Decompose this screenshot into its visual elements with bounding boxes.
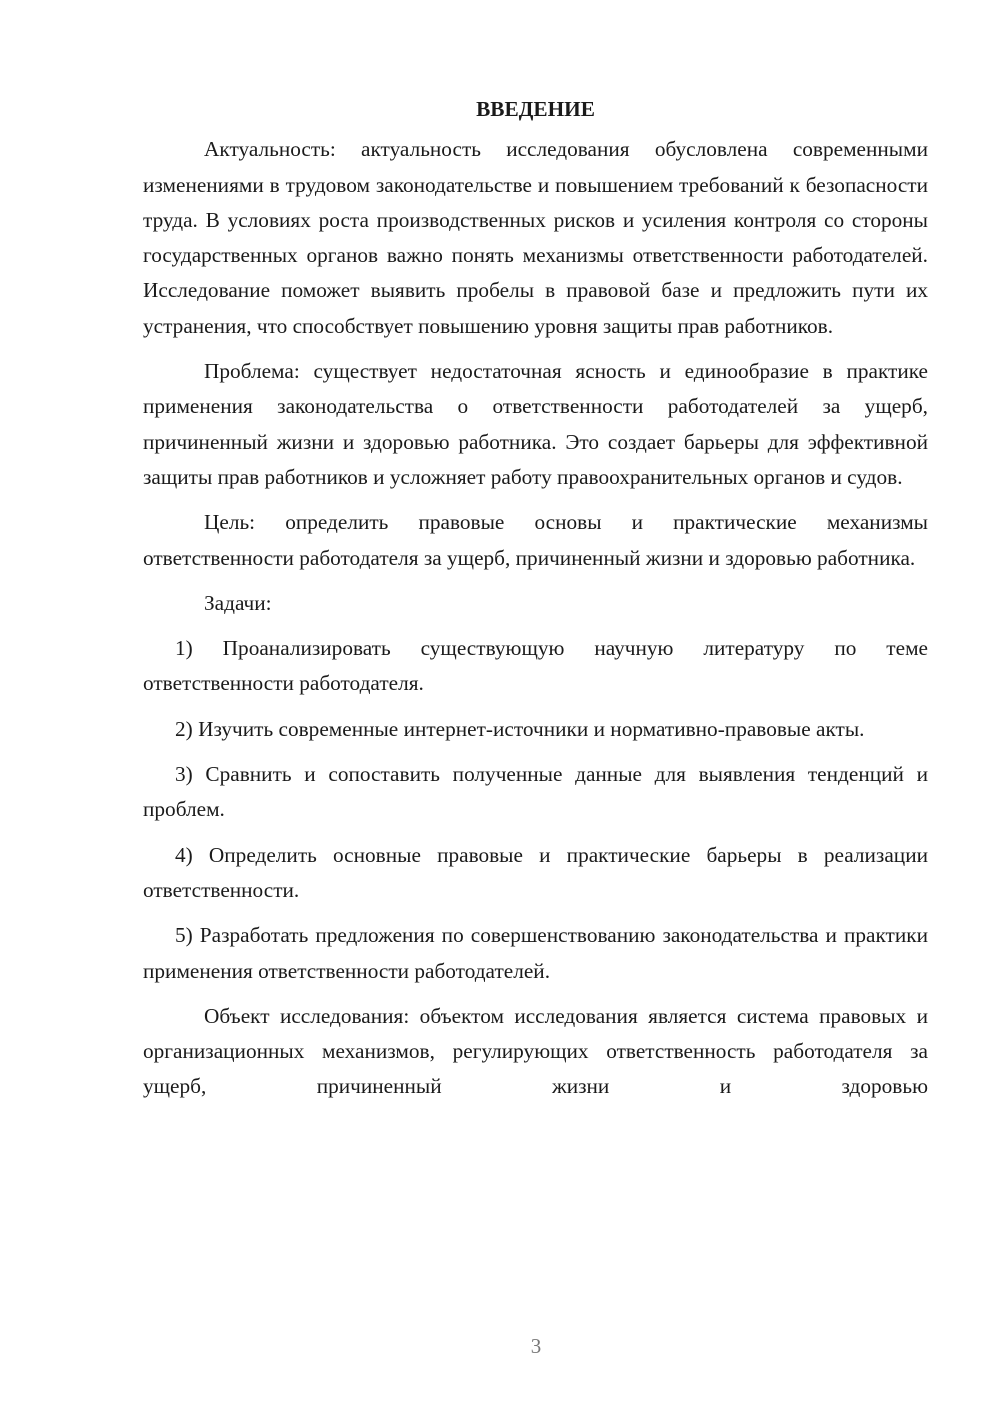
document-page	[143, 92, 928, 1105]
paragraph-problem: Проблема: существует недостаточная ясность и единообразие в практике применения законодательства о ответственности работодателей за ущерб, причиненный жизни и здоровью работника. Это создает барьеры для эффективной защиты прав работников и усложняет работу правоохранительных органов и судов.	[143, 359, 928, 489]
paragraph-goal: Цель: определить правовые основы и практические механизмы ответственности работодателя за ущерб, причиненный жизни и здоровью работника.	[143, 510, 928, 570]
task-item-1: 1) Проанализировать существующую научную литературу по теме ответственности работодателя.	[143, 636, 928, 696]
task-item-5: 5) Разработать предложения по совершенствованию законодательства и практики применения ответственности работодателей.	[143, 923, 928, 983]
paragraph-relevance: Актуальность: актуальность исследования обусловлена современными изменениями в трудовом законодательстве и повышением требований к безопасности труда. В условиях роста производственных рисков и усиления контроля со стороны государственных органов важно понять механизмы ответственности работодателей. Исследование поможет выявить пробелы в правовой базе и предложить пути их устранения, что способствует повышению уровня защиты прав работников.	[143, 137, 928, 338]
tasks-heading: Задачи:	[204, 590, 272, 615]
task-item-2: 2) Изучить современные интернет-источники и нормативно-правовые акты.	[175, 716, 865, 741]
section-title: ВВЕДЕНИЕ	[476, 97, 595, 121]
paragraph-object: Объект исследования: объектом исследования является система правовых и организационных механизмов, регулирующих ответственность работодателя за ущерб, причиненный жизни и здоровью	[143, 1003, 928, 1099]
page-number: 3	[530, 1334, 542, 1358]
task-item-4: 4) Определить основные правовые и практические барьеры в реализации ответственности.	[143, 842, 928, 902]
task-item-3: 3) Сравнить и сопоставить полученные данные для выявления тенденций и проблем.	[143, 762, 928, 822]
